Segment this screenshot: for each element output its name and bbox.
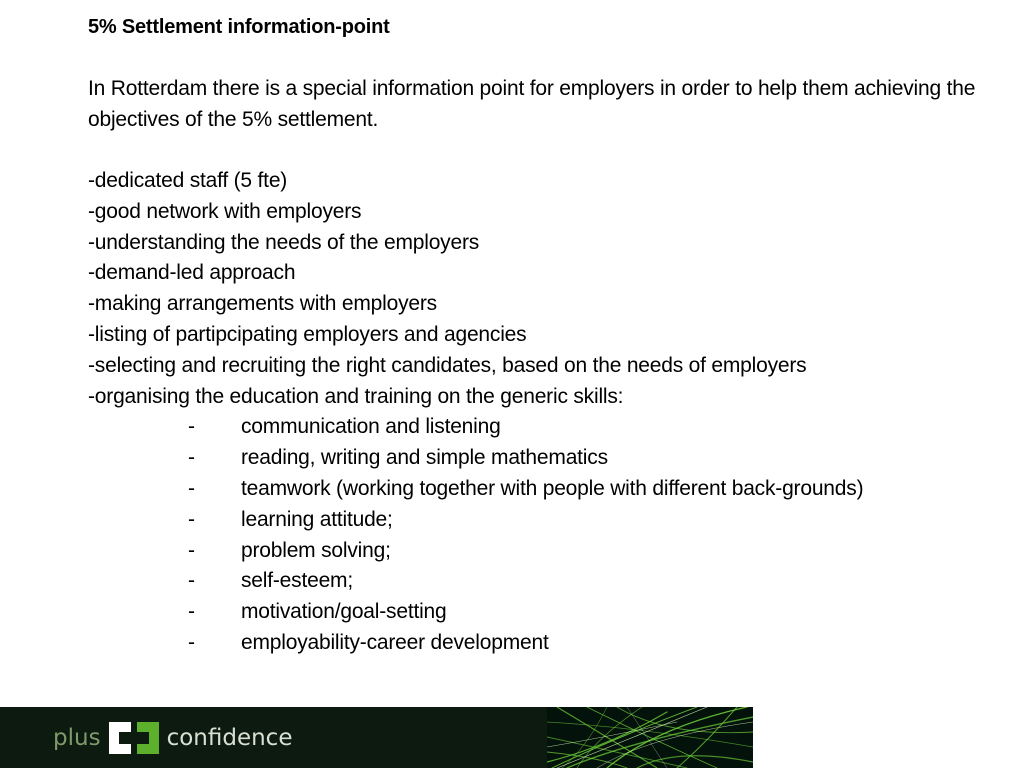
skill-label: problem solving; [241,538,391,562]
skill-item [88,443,1008,474]
dash-bullet: - [188,446,195,470]
skill-label: employability-career development [241,630,549,654]
feature-list [88,166,1008,412]
feature-item: -demand-led approach [88,261,296,285]
skill-item [88,566,1008,597]
feature-item: -making arrangements with employers [88,292,437,316]
green-light-streaks-image [547,707,753,768]
feature-item: -good network with employers [88,199,362,223]
skill-item [88,628,1008,659]
feature-item: -selecting and recruiting the right candidates, based on the needs of employers [88,353,807,377]
skill-label: teamwork (working together with people with different back-grounds) [241,476,864,500]
intro-paragraph: In Rotterdam there is a special information point for employers in order to help them achieving the objectives of the 5% settlement. [88,77,976,131]
skill-item [88,474,1008,505]
brand-logo [53,721,292,755]
dash-bullet: - [188,415,195,439]
skill-label: reading, writing and simple mathematics [241,446,608,470]
feature-item: -dedicated staff (5 fte) [88,169,288,192]
brand-word-plus: plus [53,725,101,751]
feature-item: -listing of partipcipating employers and agencies [88,322,527,346]
dash-bullet: - [188,538,195,562]
dash-bullet: - [188,476,195,500]
skills-list [88,412,1008,658]
dash-bullet: - [188,600,195,624]
skill-label: learning attitude; [241,507,393,531]
feature-item: -understanding the needs of the employers [88,230,480,254]
skill-item [88,505,1008,536]
skill-item [88,536,1008,567]
slide-title: 5% Settlement information-point [88,16,390,38]
brand-mark-icon [109,722,159,754]
dash-bullet: - [188,630,195,654]
brand-word-confidence: confidence [166,725,293,751]
skill-item [88,597,1008,628]
footer-bar [0,707,753,768]
skill-item [88,412,1008,443]
dash-bullet: - [188,569,195,593]
dash-bullet: - [188,507,195,531]
skill-label: communication and listening [241,415,501,439]
skill-label: self-esteem; [241,569,353,593]
skill-label: motivation/goal-setting [241,600,447,624]
slide-content [88,12,1008,659]
feature-item: -organising the education and training on the generic skills: [88,384,624,408]
